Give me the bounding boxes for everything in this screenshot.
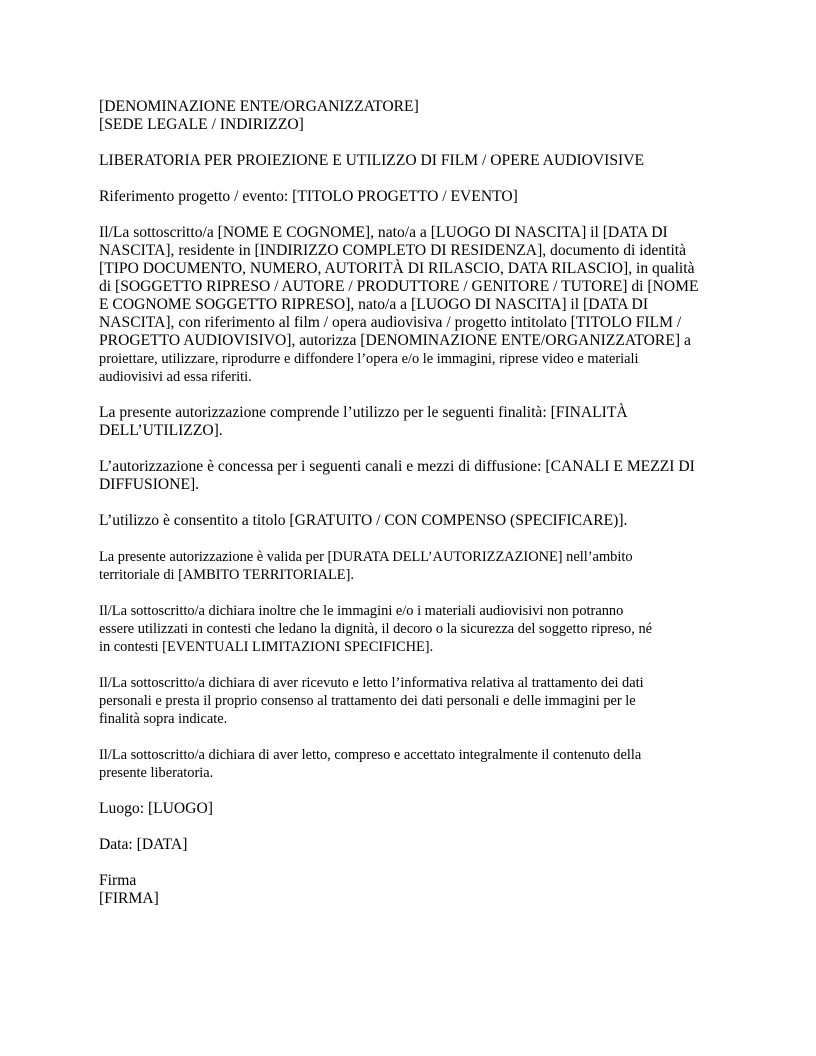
entity-name: [DENOMINAZIONE ENTE/ORGANIZZATORE] bbox=[99, 98, 419, 115]
entity-address: [SEDE LEGALE / INDIRIZZO] bbox=[99, 116, 304, 133]
declaration-paragraph bbox=[99, 224, 724, 386]
channels-line: L’autorizzazione è concessa per i seguenti canali e mezzi di diffusione: [CANALI E MEZZI DI bbox=[99, 458, 695, 475]
signature-label: Firma bbox=[99, 872, 137, 889]
limits-line: essere utilizzati in contesti che ledano la dignità, il decoro o la sicurezza del soggetto ripreso, né bbox=[99, 621, 653, 637]
privacy-line: finalità sopra indicate. bbox=[99, 711, 228, 727]
signature-field: [FIRMA] bbox=[99, 890, 159, 907]
place-field: Luogo: [LUOGO] bbox=[99, 800, 213, 817]
date-field: Data: [DATA] bbox=[99, 836, 188, 853]
privacy-line: Il/La sottoscritto/a dichiara di aver ricevuto e letto l’informativa relativa al trattamento dei dati bbox=[99, 675, 644, 691]
acceptance-paragraph bbox=[99, 746, 724, 782]
reference-block bbox=[99, 188, 724, 206]
signature-block bbox=[99, 872, 724, 908]
privacy-line: personali e presta il proprio consenso al trattamento dei dati personali e delle immagini per le bbox=[99, 693, 636, 709]
purpose-line: La presente autorizzazione comprende l’utilizzo per le seguenti finalità: [FINALITÀ bbox=[99, 404, 628, 421]
place-block bbox=[99, 800, 724, 818]
acceptance-line: Il/La sottoscritto/a dichiara di aver letto, compreso e accettato integralmente il contenuto della bbox=[99, 747, 642, 763]
declaration-line: audiovisivi ad essa riferiti. bbox=[99, 369, 252, 385]
purpose-paragraph bbox=[99, 404, 724, 440]
document-title: LIBERATORIA PER PROIEZIONE E UTILIZZO DI FILM / OPERE AUDIOVISIVE bbox=[99, 152, 645, 169]
declaration-line: NASCITA], con riferimento al film / opera audiovisiva / progetto intitolato [TITOLO FILM / bbox=[99, 314, 682, 331]
channels-paragraph bbox=[99, 458, 724, 494]
declaration-line: [TIPO DOCUMENTO, NUMERO, AUTORITÀ DI RILASCIO, DATA RILASCIO], in qualità bbox=[99, 260, 695, 277]
limits-paragraph bbox=[99, 602, 724, 656]
declaration-line: proiettare, utilizzare, riprodurre e diffondere l’opera e/o le immagini, riprese video e materiali bbox=[99, 351, 639, 367]
limits-line: in contesti [EVENTUALI LIMITAZIONI SPECIFICHE]. bbox=[99, 639, 434, 655]
duration-line: La presente autorizzazione è valida per [DURATA DELL’AUTORIZZAZIONE] nell’ambito bbox=[99, 549, 633, 565]
channels-line: DIFFUSIONE]. bbox=[99, 476, 200, 493]
acceptance-line: presente liberatoria. bbox=[99, 765, 214, 781]
declaration-line: PROGETTO AUDIOVISIVO], autorizza [DENOMINAZIONE ENTE/ORGANIZZATORE] a bbox=[99, 332, 691, 349]
privacy-paragraph bbox=[99, 674, 724, 728]
duration-paragraph bbox=[99, 548, 724, 584]
purpose-line: DELL’UTILIZZO]. bbox=[99, 422, 223, 439]
compensation-line: L’utilizzo è consentito a titolo [GRATUITO / CON COMPENSO (SPECIFICARE)]. bbox=[99, 512, 628, 529]
limits-line: Il/La sottoscritto/a dichiara inoltre che le immagini e/o i materiali audiovisivi non potranno bbox=[99, 603, 624, 619]
document-title-block bbox=[99, 152, 724, 170]
declaration-line: E COGNOME SOGGETTO RIPRESO], nato/a a [LUOGO DI NASCITA] il [DATA DI bbox=[99, 296, 649, 313]
declaration-line: Il/La sottoscritto/a [NOME E COGNOME], nato/a a [LUOGO DI NASCITA] il [DATA DI bbox=[99, 224, 668, 241]
date-block bbox=[99, 836, 724, 854]
header-block bbox=[99, 98, 724, 134]
duration-line: territoriale di [AMBITO TERRITORIALE]. bbox=[99, 567, 354, 583]
document-page bbox=[99, 98, 724, 926]
project-reference: Riferimento progetto / evento: [TITOLO PROGETTO / EVENTO] bbox=[99, 188, 518, 205]
declaration-line: di [SOGGETTO RIPRESO / AUTORE / PRODUTTORE / GENITORE / TUTORE] di [NOME bbox=[99, 278, 699, 295]
declaration-line: NASCITA], residente in [INDIRIZZO COMPLETO DI RESIDENZA], documento di identità bbox=[99, 242, 687, 259]
compensation-paragraph bbox=[99, 512, 724, 530]
